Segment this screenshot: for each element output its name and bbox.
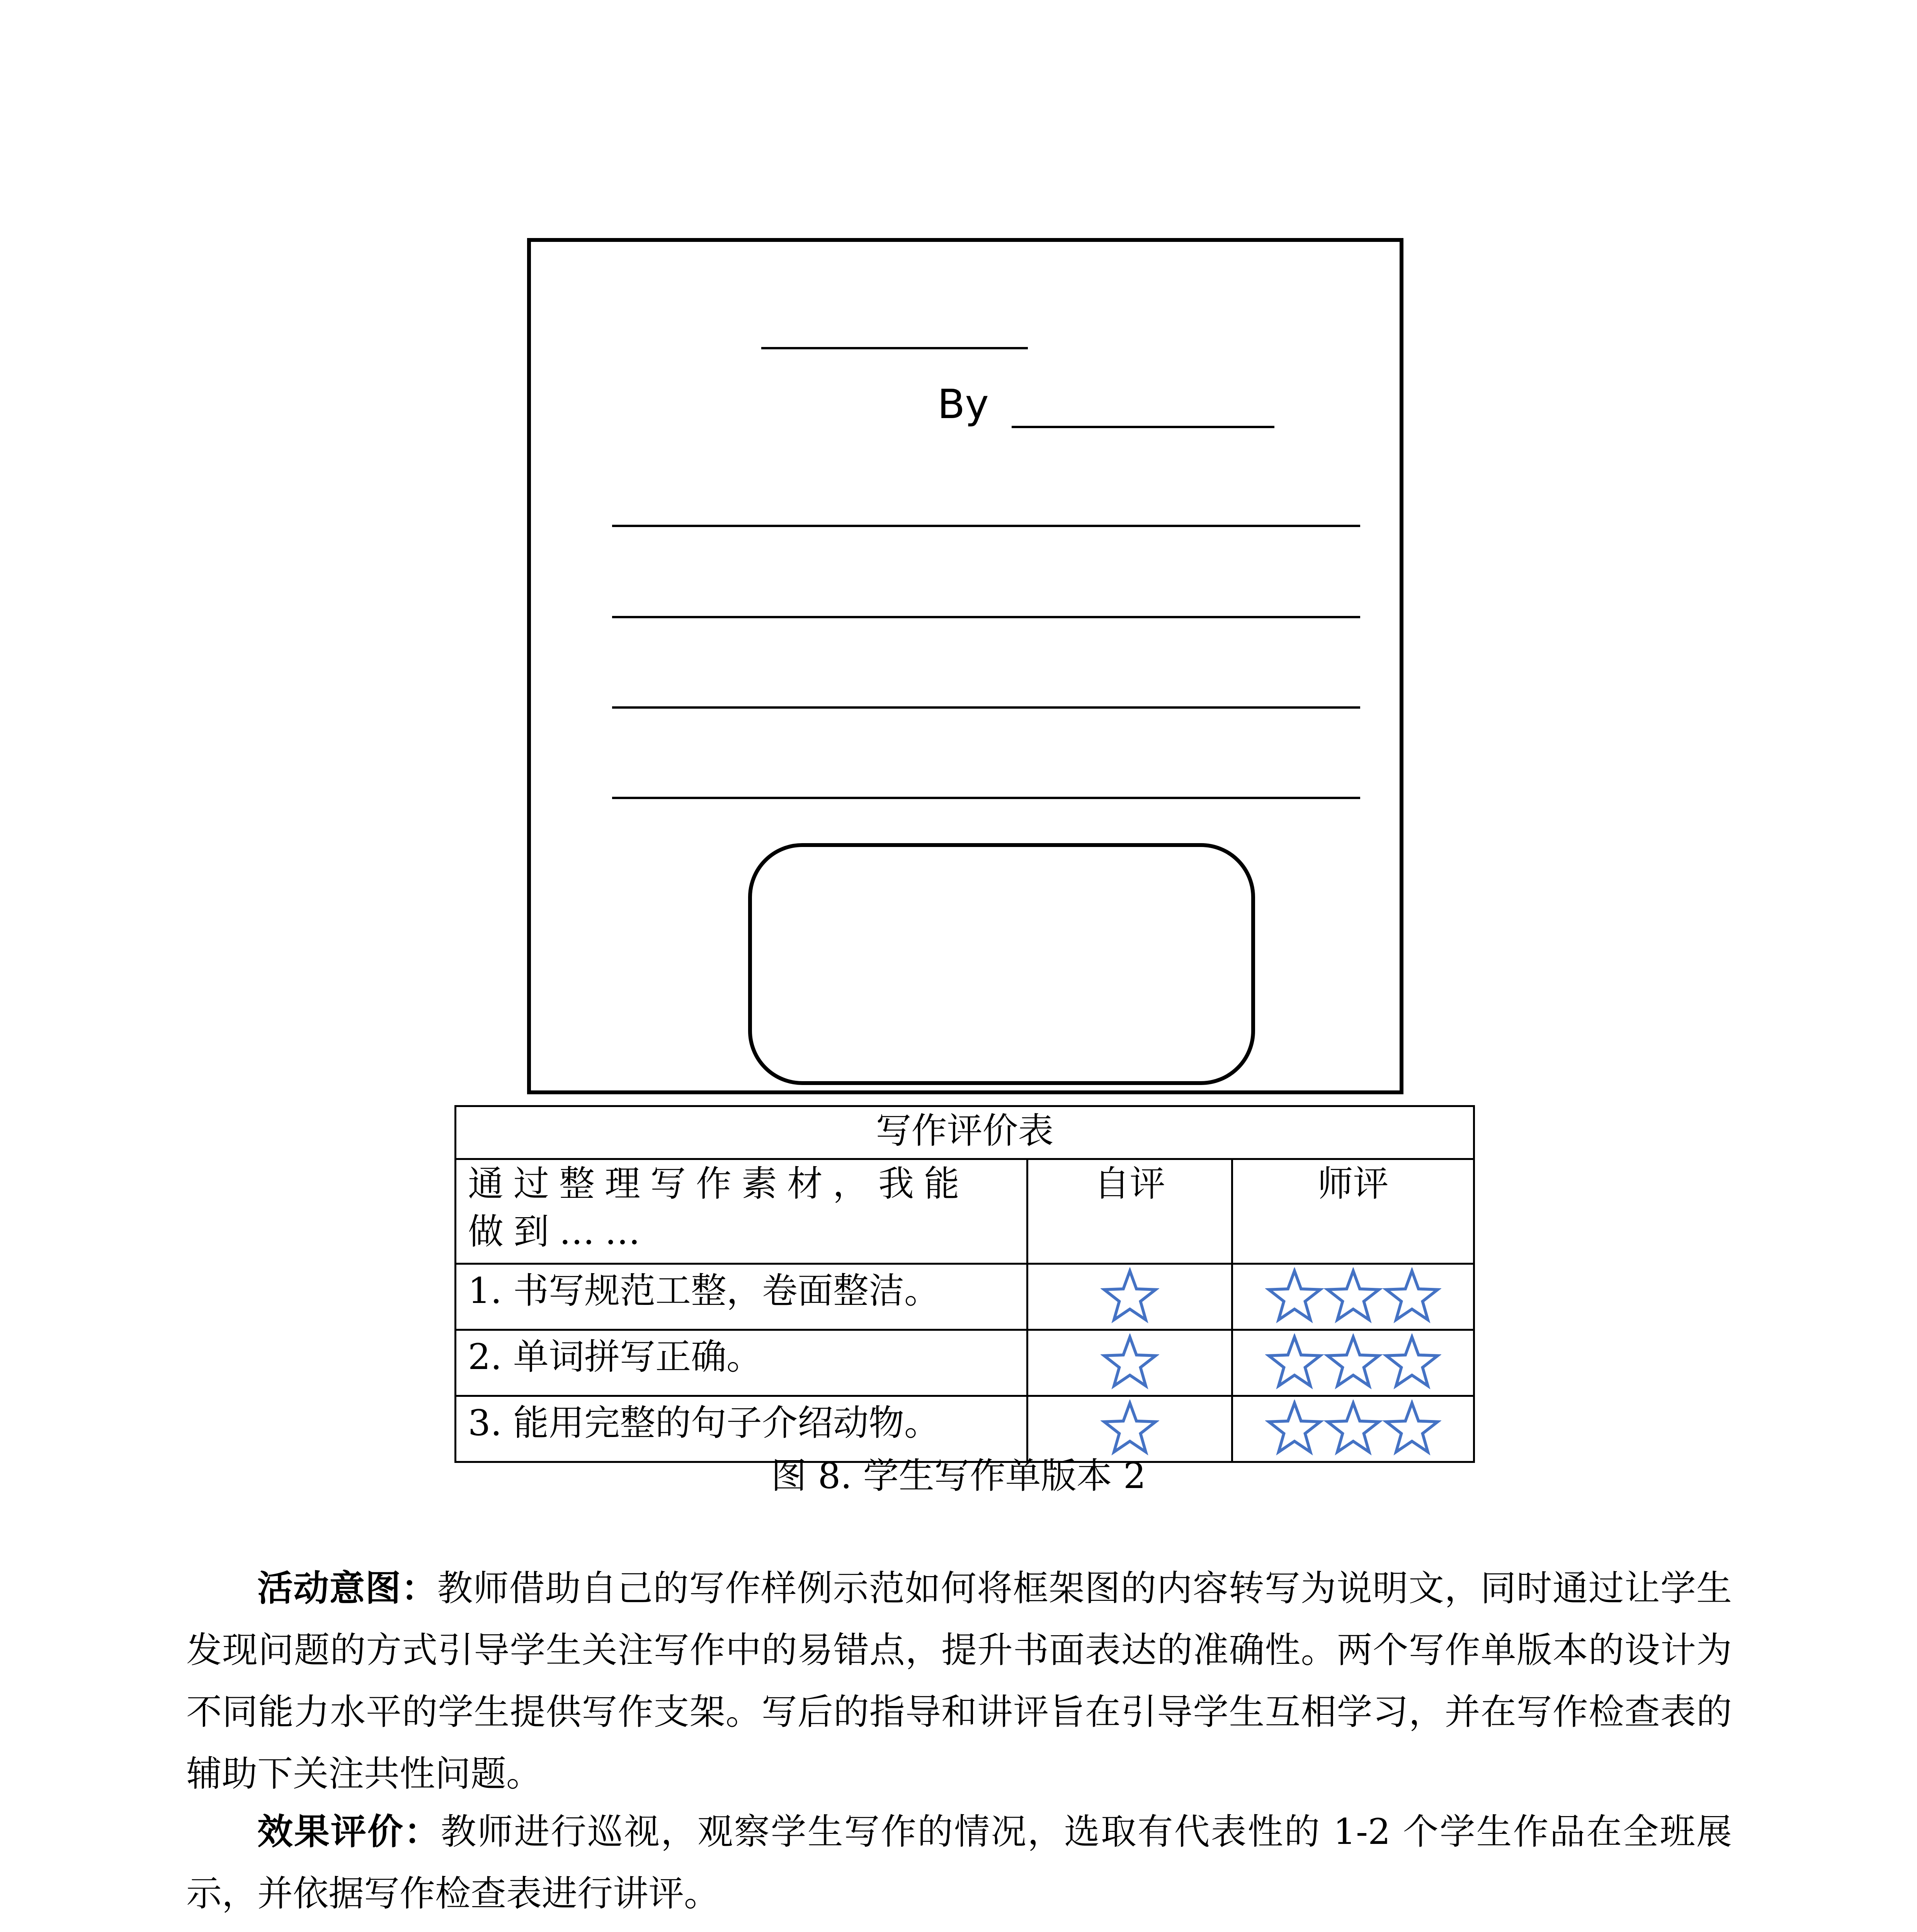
- effect-eval-paragraph: [186, 1801, 1732, 1925]
- writing-line: [612, 706, 1360, 709]
- activity-intent-paragraph: [186, 1557, 1732, 1805]
- star-icon: [1383, 1267, 1441, 1326]
- header-teacher-eval: 师评: [1232, 1159, 1474, 1264]
- teacher-eval-stars: [1232, 1330, 1474, 1396]
- picture-box: [748, 843, 1255, 1085]
- star-icon: [1324, 1333, 1383, 1392]
- effect-eval-text: 教师进行巡视，观察学生写作的情况，选取有代表性的 1-2 个学生作品在全班展示，并依据写作检查表进行讲评。: [186, 1811, 1732, 1914]
- author-blank-line: [1012, 426, 1274, 428]
- star-icon: [1265, 1333, 1324, 1392]
- star-icon: [1101, 1400, 1159, 1458]
- header-self-eval: 自评: [1027, 1159, 1232, 1264]
- star-icon: [1265, 1400, 1324, 1458]
- effect-eval-label: 效果评价：: [257, 1811, 441, 1852]
- star-icon: [1101, 1333, 1159, 1392]
- activity-intent-label: 活动意图：: [257, 1567, 437, 1609]
- star-icon: [1101, 1267, 1159, 1326]
- star-icon: [1383, 1400, 1441, 1458]
- writing-line: [612, 616, 1360, 618]
- header-criteria: 通过整理写作素材，我能做到……: [456, 1159, 1027, 1264]
- figure-caption: 图 8. 学生写作单版本 2: [771, 1455, 1146, 1497]
- criteria-text: 1. 书写规范工整，卷面整洁。: [456, 1264, 1027, 1330]
- self-eval-stars: [1027, 1396, 1232, 1462]
- teacher-eval-stars: [1232, 1396, 1474, 1462]
- criteria-text: 2. 单词拼写正确。: [456, 1330, 1027, 1396]
- writing-evaluation-table: [454, 1105, 1475, 1463]
- star-icon: [1324, 1400, 1383, 1458]
- table-title: 写作评价表: [456, 1106, 1474, 1159]
- table-row: [456, 1330, 1474, 1396]
- self-eval-stars: [1027, 1264, 1232, 1330]
- teacher-eval-stars: [1232, 1264, 1474, 1330]
- table-row: [456, 1264, 1474, 1330]
- star-icon: [1265, 1267, 1324, 1326]
- writing-line: [612, 525, 1360, 527]
- criteria-text: 3. 能用完整的句子介绍动物。: [456, 1396, 1027, 1462]
- activity-intent-text: 教师借助自己的写作样例示范如何将框架图的内容转写为说明文，同时通过让学生发现问题的方式引导学生关注写作中的易错点，提升书面表达的准确性。两个写作单版本的设计为不同能力水平的学生提供写作支架。写后的指导和讲评旨在引导学生互相学习，并在写作检查表的辅助下关注共性问题。: [186, 1568, 1732, 1794]
- writing-worksheet-frame: [527, 238, 1403, 1094]
- writing-line: [612, 797, 1360, 799]
- star-icon: [1324, 1267, 1383, 1326]
- title-blank-line: [761, 347, 1028, 349]
- by-label: By: [937, 381, 989, 428]
- table-row: [456, 1396, 1474, 1462]
- star-icon: [1383, 1333, 1441, 1392]
- self-eval-stars: [1027, 1330, 1232, 1396]
